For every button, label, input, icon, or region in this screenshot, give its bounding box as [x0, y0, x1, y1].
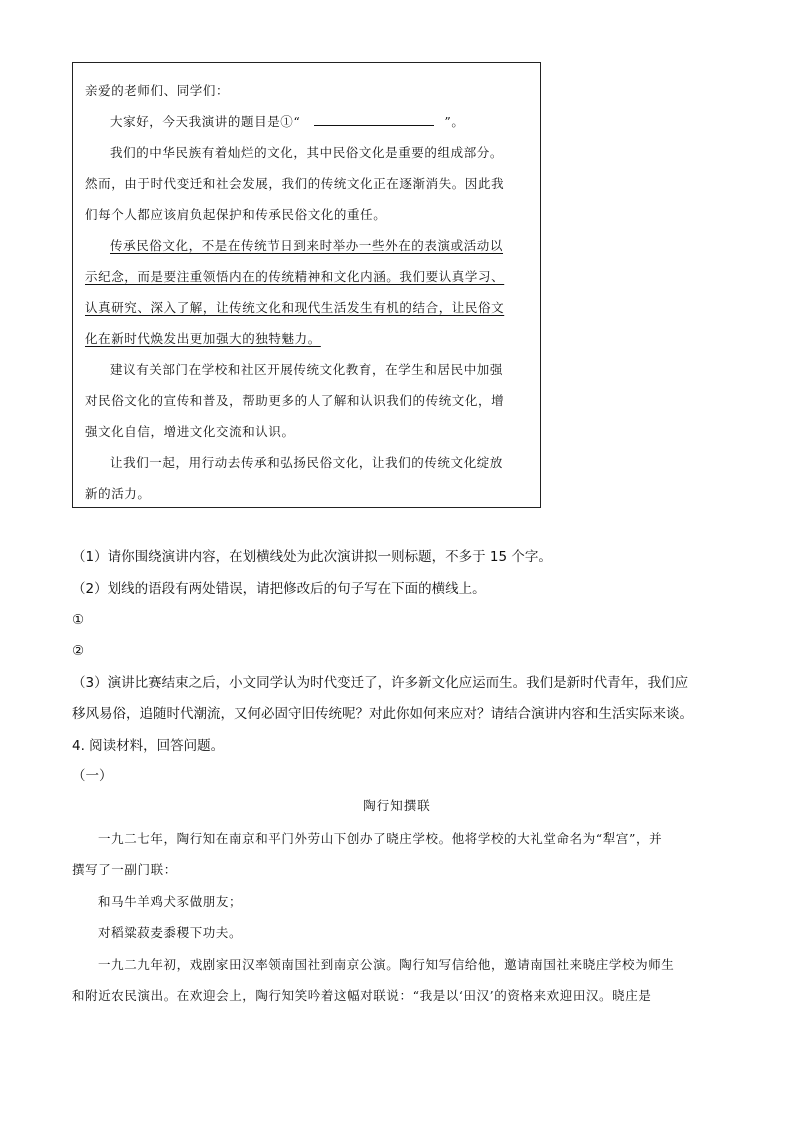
underlined-para-line: 传承民俗文化，不是在传统节日到来时举办一些外在的表演或活动以 [110, 238, 504, 253]
question-4: 4. 阅读材料，回答问题。 [72, 738, 225, 754]
article-couplet-line: 对稻粱菽麦黍稷下功夫。 [98, 925, 243, 940]
speech-para4-line: 强文化自信，增进文化交流和认识。 [85, 424, 295, 439]
speech-para5-line: 让我们一起，用行动去传承和弘扬民俗文化，让我们的传统文化绽放 [110, 455, 504, 470]
article-line: 一九二九年初，戏剧家田汉率领南国社到南京公演。陶行知写信给他，邀请南国社来晓庄学校为师生 [98, 957, 675, 972]
article-couplet-line: 和马牛羊鸡犬豕做朋友； [98, 894, 243, 909]
section-label: （一） [72, 768, 113, 784]
underlined-para-line: 认真研究、深入了解，让传统文化和现代生活发生有机的结合，让民俗文 [85, 300, 505, 315]
answer-mark-1: ① [72, 612, 85, 628]
speech-greeting: 亲爱的老师们、同学们： [85, 83, 230, 98]
question-3-line2: 移风易俗，追随时代潮流，又何必固守旧传统呢？对此你如何来应对？请结合演讲内容和生活实际来谈。 [72, 706, 693, 722]
speech-para4-line: 建议有关部门在学校和社区开展传统文化教育，在学生和居民中加强 [110, 362, 504, 377]
question-3-line1: （3）演讲比赛结束之后，小文同学认为时代变迁了，许多新文化应运而生。我们是新时代青年，我们应 [72, 675, 689, 691]
speech-para2-line: 我们的中华民族有着灿烂的文化，其中民俗文化是重要的组成部分。 [110, 145, 504, 160]
underlined-text: 化在新时代焕发出更加强大的独特魅力。 [85, 331, 321, 346]
underlined-para-line-last [85, 323, 528, 354]
speech-box [72, 62, 541, 508]
underlined-para-line: 示纪念，而是要注重领悟内在的传统精神和文化内涵。我们要认真学习、 [85, 269, 505, 284]
title-blank[interactable] [314, 113, 434, 126]
speech-title-line [85, 106, 528, 137]
article-line: 和附近农民演出。在欢迎会上，陶行知笑吟着这幅对联说：“我是以‘田汉’的资格来欢迎田汉。晓庄是 [72, 988, 652, 1003]
answer-mark-2: ② [72, 643, 85, 659]
question-1: （1）请你围绕演讲内容，在划横线处为此次演讲拟一则标题，不多于 15 个字。 [72, 549, 552, 565]
article-line: 撰写了一副门联： [72, 862, 177, 877]
question-2: （2）划线的语段有两处错误，请把修改后的句子写在下面的横线上。 [72, 581, 486, 597]
speech-para2-line: 们每个人都应该肩负起保护和传承民俗文化的重任。 [85, 207, 387, 222]
article-line: 一九二七年，陶行知在南京和平门外劳山下创办了晓庄学校。他将学校的大礼堂命名为“犁宫”，并 [98, 831, 663, 846]
title-line-suffix: ”。 [444, 114, 465, 129]
title-line-prefix: 大家好，今天我演讲的题目是①“ [110, 114, 301, 129]
speech-para4-line: 对民俗文化的宣传和普及，帮助更多的人了解和认识我们的传统文化，增 [85, 393, 505, 408]
speech-para5-line: 新的活力。 [85, 486, 151, 501]
speech-para2-line: 然而，由于时代变迁和社会发展，我们的传统文化正在逐渐消失。因此我 [85, 176, 505, 191]
article-title: 陶行知撰联 [363, 798, 431, 813]
